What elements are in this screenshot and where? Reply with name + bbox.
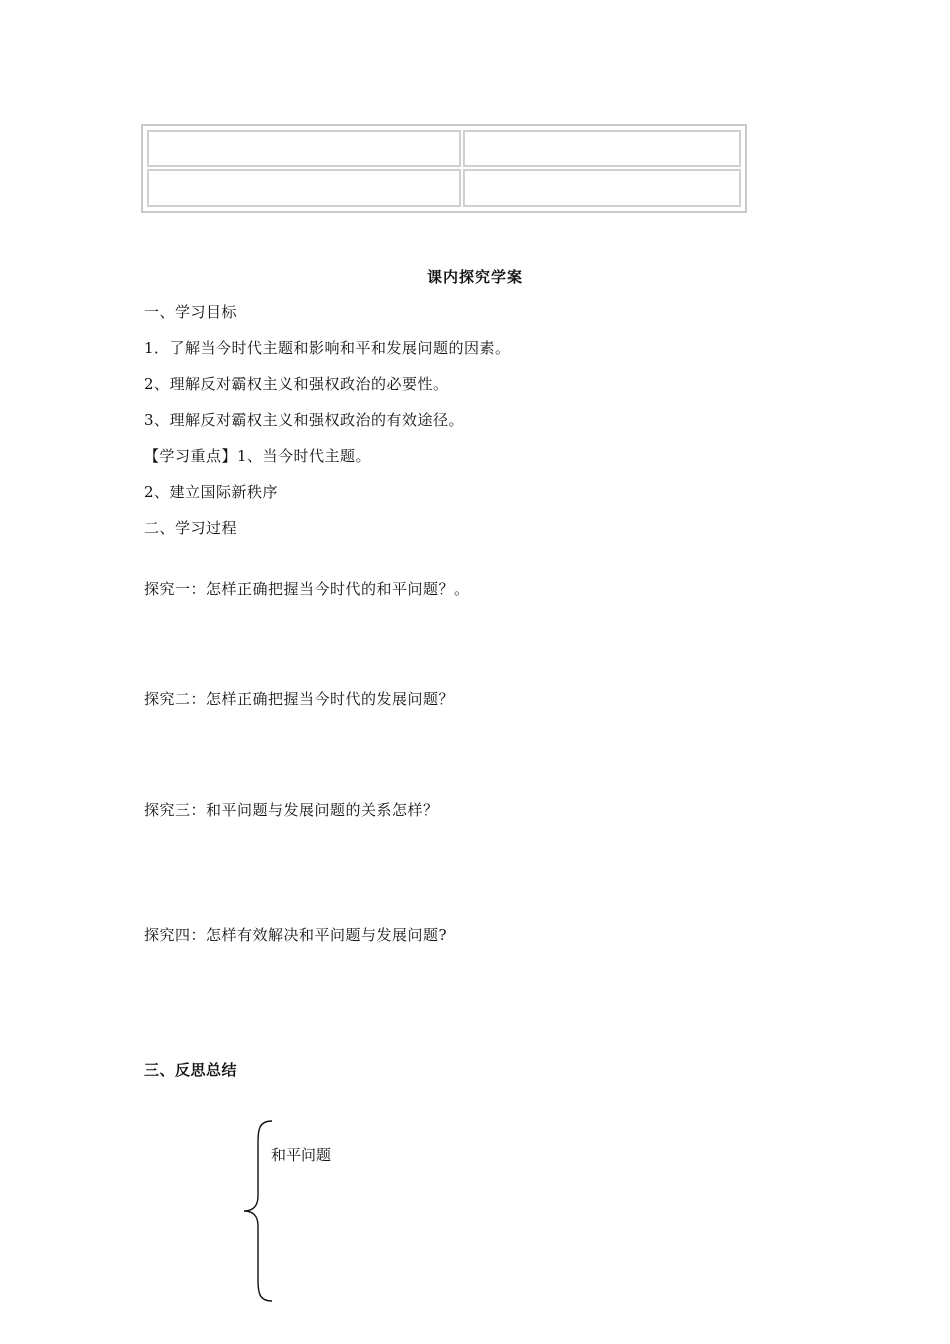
page-title: 课内探究学案 [426,268,523,286]
objective-item: 1．了解当今时代主题和影响和平和发展问题的因素。 [144,339,511,357]
key-points: 【学习重点】1、当今时代主题。 [144,447,372,465]
section-heading-objectives: 一、学习目标 [144,303,238,321]
section-heading-summary: 三、反思总结 [144,1061,238,1079]
section-heading-process: 二、学习过程 [144,519,238,537]
header-table [141,124,747,213]
inquiry-question: 探究四：怎样有效解决和平问题与发展问题? [144,926,448,944]
inquiry-question: 探究三：和平问题与发展问题的关系怎样？ [144,801,439,819]
inquiry-question: 探究一：怎样正确把握当今时代的和平问题？。 [144,580,470,598]
brace-label: 和平问题 [271,1146,332,1164]
header-table-cell [147,130,461,167]
header-table-cell [147,169,461,207]
key-point-item: 2、建立国际新秩序 [144,483,279,501]
inquiry-question: 探究二：怎样正确把握当今时代的发展问题？ [144,690,455,708]
objective-item: 2、理解反对霸权主义和强权政治的必要性。 [144,375,449,393]
header-table-cell [463,169,741,207]
objective-item: 3、理解反对霸权主义和强权政治的有效途径。 [144,411,465,429]
header-table-cell [463,130,741,167]
